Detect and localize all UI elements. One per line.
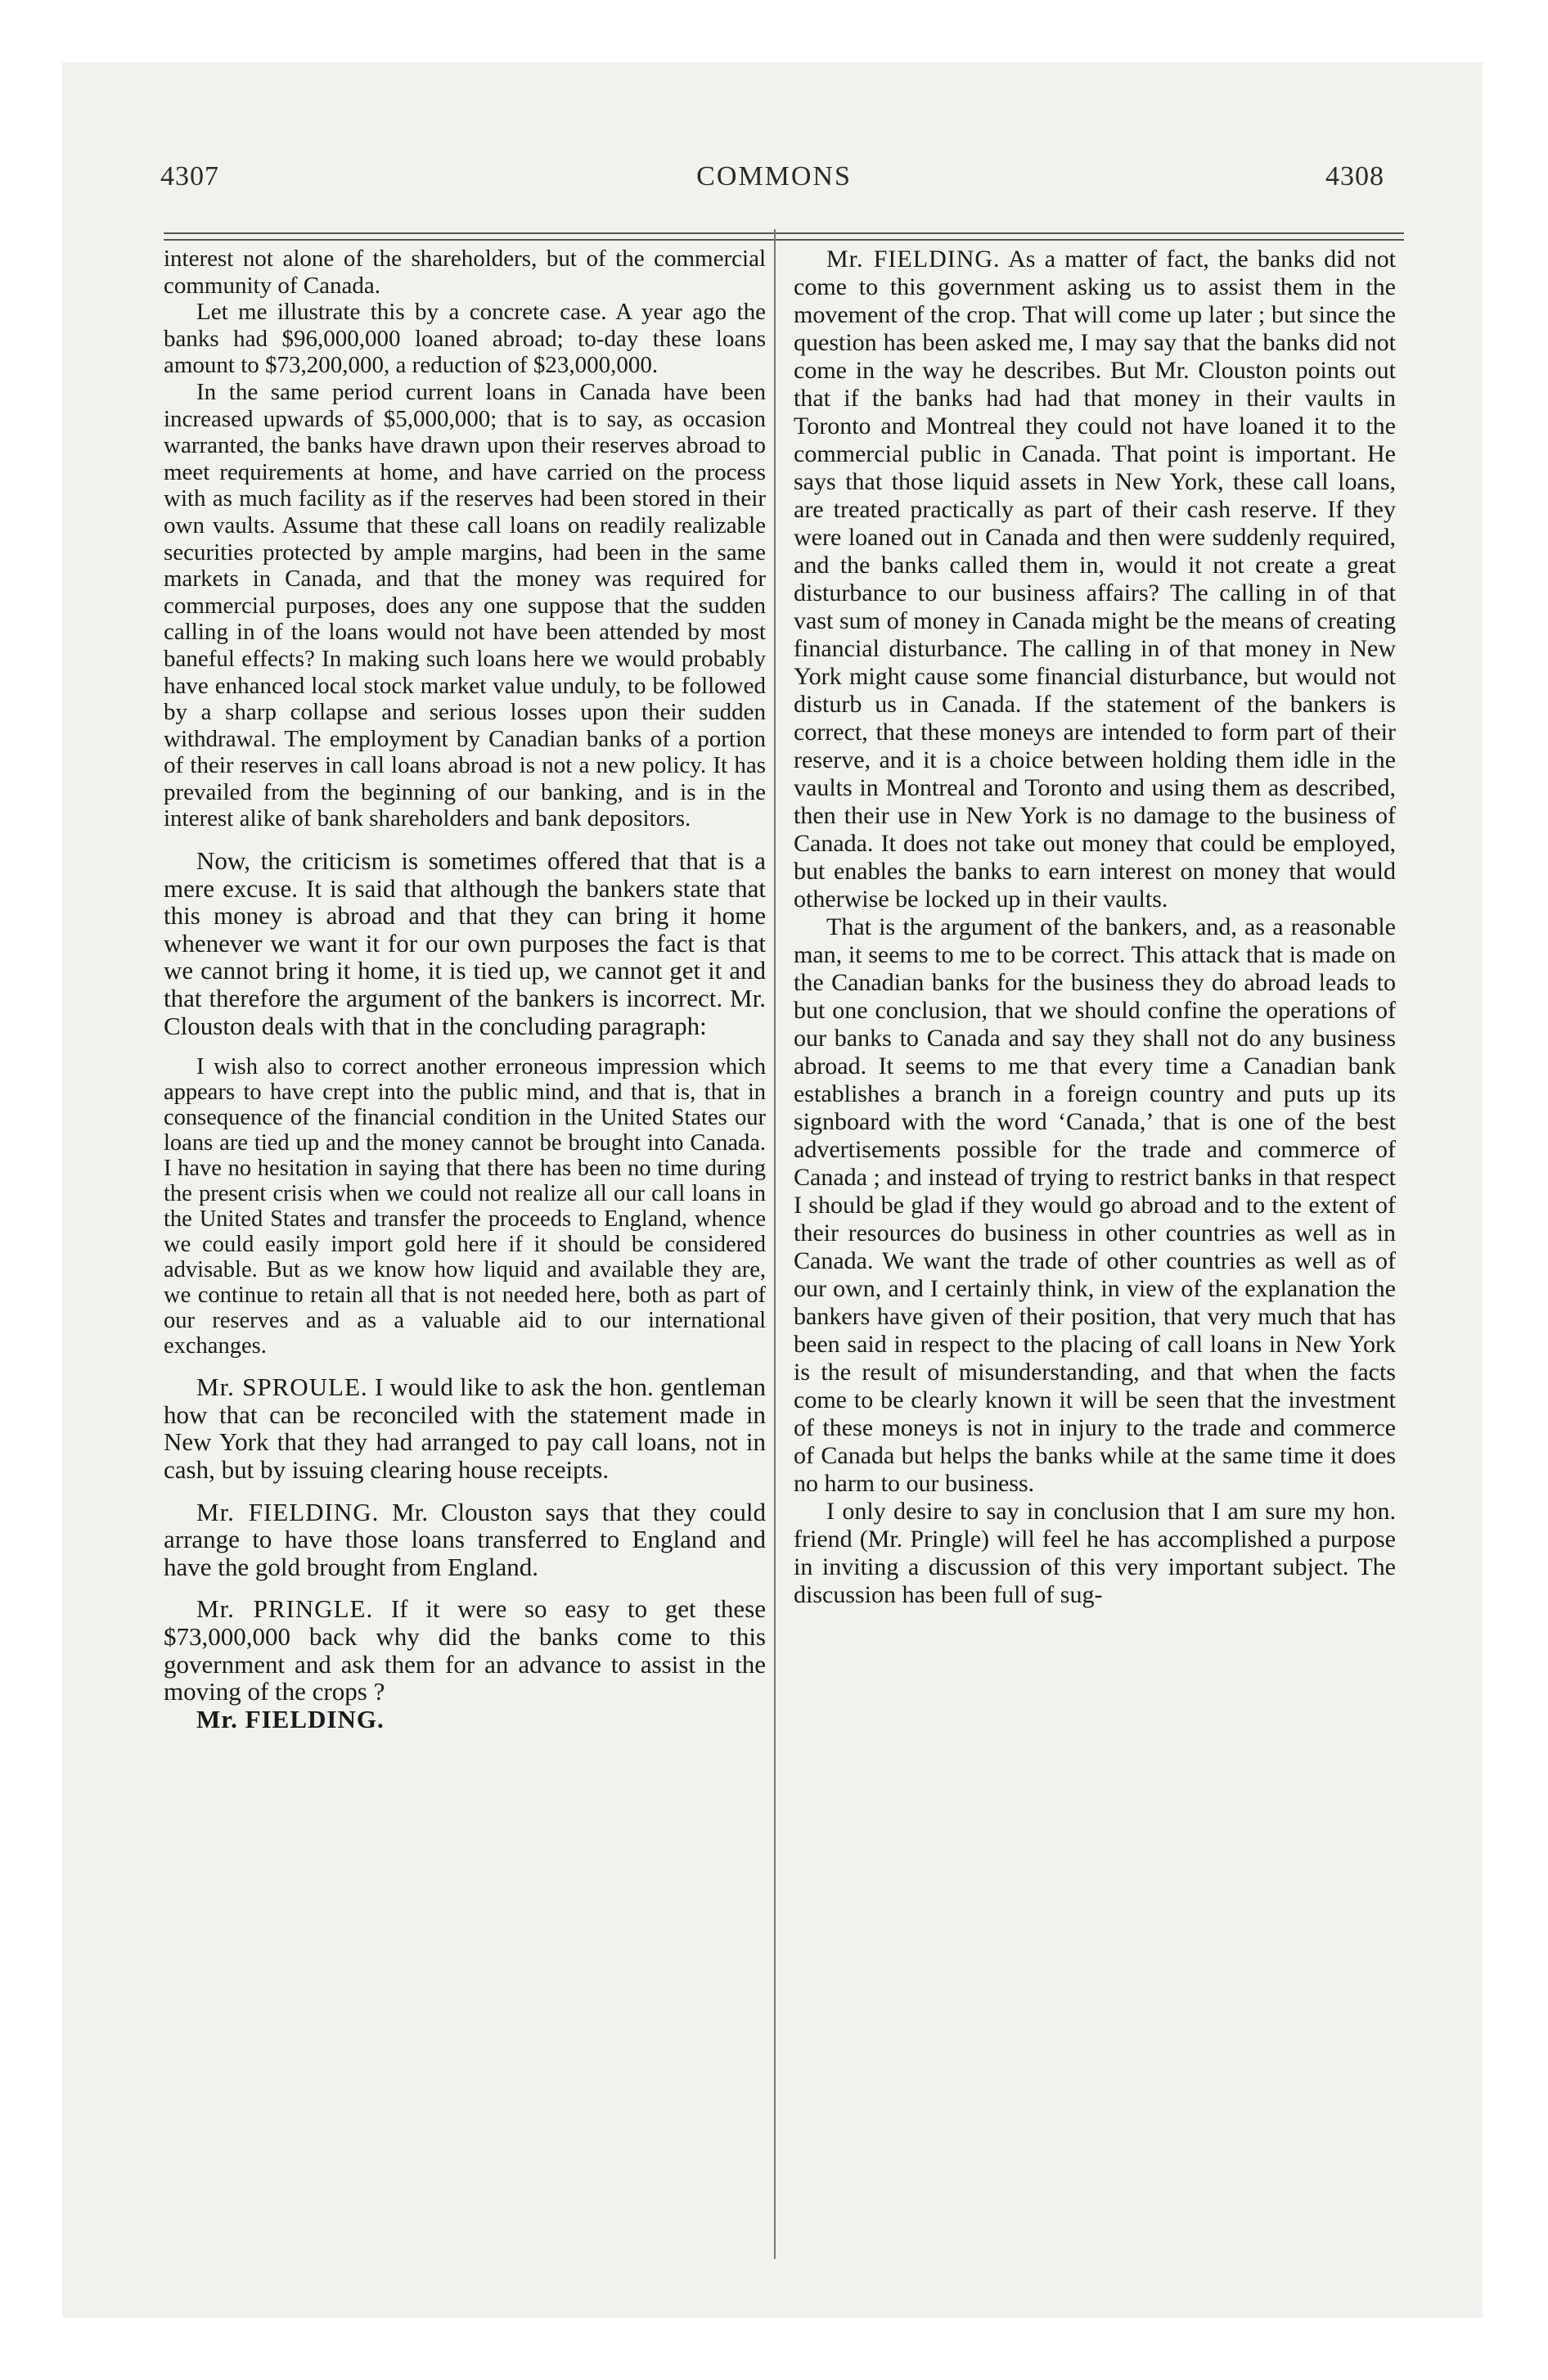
left-column: [164, 246, 766, 1733]
right-page-number: 4308: [1325, 161, 1384, 192]
page-title: COMMONS: [696, 161, 852, 192]
clouston-quote: I wish also to correct another erroneous impression which appears to have crept into the public mind, and that is, that in consequence of the financial condition in the United States our loans are tied up and the money cannot be brought into Canada. I have no hesitation in saying that there has been no time during the present crisis when we could not realize all our call loans in the United States and transfer the proceeds to England, whence we could easily import gold here if it should be considered advisable. But as we know how liquid and available they are, we continue to retain all that is not needed here, both as part of our reserves and as a valuable aid to our international exchanges.: [164, 1054, 766, 1359]
paragraph-argument: That is the argument of the bankers, and, as a reasonable man, it seems to me to be correct. This attack that is made on the Canadian banks for the business they do abroad leads to but one conclusion, that we should confine the operations of our banks to Canada and say they shall not do any business abroad. It seems to me that every time a Canadian bank establishes a branch in a foreign country and puts up its signboard with the word ‘Canada,’ that is one of the best advertisements possible for the trade and commerce of Canada ; and instead of trying to restrict banks in that respect I should be glad if they would go abroad and to the extent of their resources do business in other countries as well as in Canada. We want the trade of other countries as well as of our own, and I certainly think, in view of the explanation the bankers have given of their position, that very much that has been said in respect to the placing of call loans in New York is the result of misunderstanding, and that when the facts come to be clearly known it will be seen that the investment of these moneys is not in injury to the trade and commerce of Canada but helps the banks while at the same time it does no harm to our business.: [794, 913, 1396, 1497]
speaker-name: Mr. FIELDING.: [826, 246, 1001, 273]
speaker-name: Mr. PRINGLE.: [196, 1594, 374, 1624]
paragraph-illustration: Let me illustrate this by a concrete case. A year ago the banks had $96,000,000 loaned abroad; to-day these loans amount to $73,200,000, a reduction of $23,000,000.: [164, 299, 766, 379]
speaker-name: Mr. SPROULE.: [196, 1373, 368, 1402]
speaker-fielding-heading: Mr. FIELDING.: [196, 1704, 385, 1733]
header-rule-top: [164, 232, 1404, 234]
paragraph-criticism: Now, the criticism is sometimes offered that that is a mere excuse. It is said that although the bankers state that this money is abroad and that they can bring it home whenever we want it for our own purposes the fact is that we cannot bring it home, it is tied up, we cannot get it and that therefore the argument of the bankers is incorrect. Mr. Clouston deals with that in the concluding paragraph:: [164, 846, 766, 1040]
paragraph-continuation: interest not alone of the shareholders, but of the commercial community of Canada.: [164, 246, 766, 299]
speech-text: As a matter of fact, the banks did not come to this government asking us to assist them in the movement of the crop. That will come up later ; but since the question has been asked me, I may say that the banks did not come in the way he describes. But Mr. Clouston points out that if the banks had had that money in their vaults in Toronto and Montreal they could not have loaned it to the commercial public in Canada. That point is important. He says that those liquid assets in New York, these call loans, are treated practically as part of their cash reserve. If they were loaned out in Canada and then were suddenly required, and the banks called them in, would it not create a great disturbance to our business affairs? The calling in of that vast sum of money in Canada might be the means of creating financial disturbance. The calling in of that money in New York might cause some financial disturbance, but would not disturb us in Canada. If the statement of the bankers is correct, that these moneys are intended to form part of their reserve, and it is a choice between holding them idle in the vaults in Montreal and Toronto and using them as described, then their use in New York is no damage to the business of Canada. It does not take out money that could be employed, but enables the banks to earn interest on money that would otherwise be locked up in their vaults.: [794, 246, 1396, 913]
speech-text: I would like to ask the hon. gentleman how that can be reconciled with the statement made in New York that they had arranged to pay call loans, not in cash, but by issuing clearing house receipts.: [164, 1373, 766, 1484]
speech-text: If it were so easy to get these $73,000,000 back why did the banks come to this government and ask them for an advance to assist in the moving of the crops ?: [164, 1594, 766, 1706]
right-column: [794, 246, 1396, 1609]
speech-fielding: [164, 1499, 766, 1581]
paragraph-current-loans: In the same period current loans in Canada have been increased upwards of $5,000,000; that is to say, as occasion warranted, the banks have drawn upon their reserves abroad to meet requirements at home, and have carried on the process with as much facility as if the reserves had been stored in their own vaults. Assume that these call loans on readily realizable securities protected by ample margins, had been in the same markets in Canada, and that the money was required for commercial purposes, does any one suppose that the sudden calling in of the loans would not have been attended by most baneful effects? In making such loans here we would probably have enhanced local stock market value unduly, to be followed by a sharp collapse and serious losses upon their sudden withdrawal. The employment by Canadian banks of a portion of their reserves in call loans abroad is not a new policy. It has prevailed from the beginning of our banking, and is in the interest alike of bank shareholders and bank depositors.: [164, 378, 766, 832]
header-rule-bottom: [164, 239, 1404, 241]
speech-text: Mr. Clouston says that they could arrange to have those loans transferred to England and have the gold brought from England.: [164, 1497, 766, 1581]
column-divider: [774, 229, 776, 2259]
speech-fielding-reply: [794, 246, 1396, 913]
paragraph-conclusion: I only desire to say in conclusion that I am sure my hon. friend (Mr. Pringle) will feel he has accomplished a purpose in inviting a discussion of this very important subject. The discussion has been full of sug-: [794, 1498, 1396, 1608]
speaker-name: Mr. FIELDING.: [196, 1497, 380, 1526]
speech-pringle: [164, 1595, 766, 1705]
speech-sproule: [164, 1373, 766, 1483]
left-page-number: 4307: [160, 161, 219, 192]
